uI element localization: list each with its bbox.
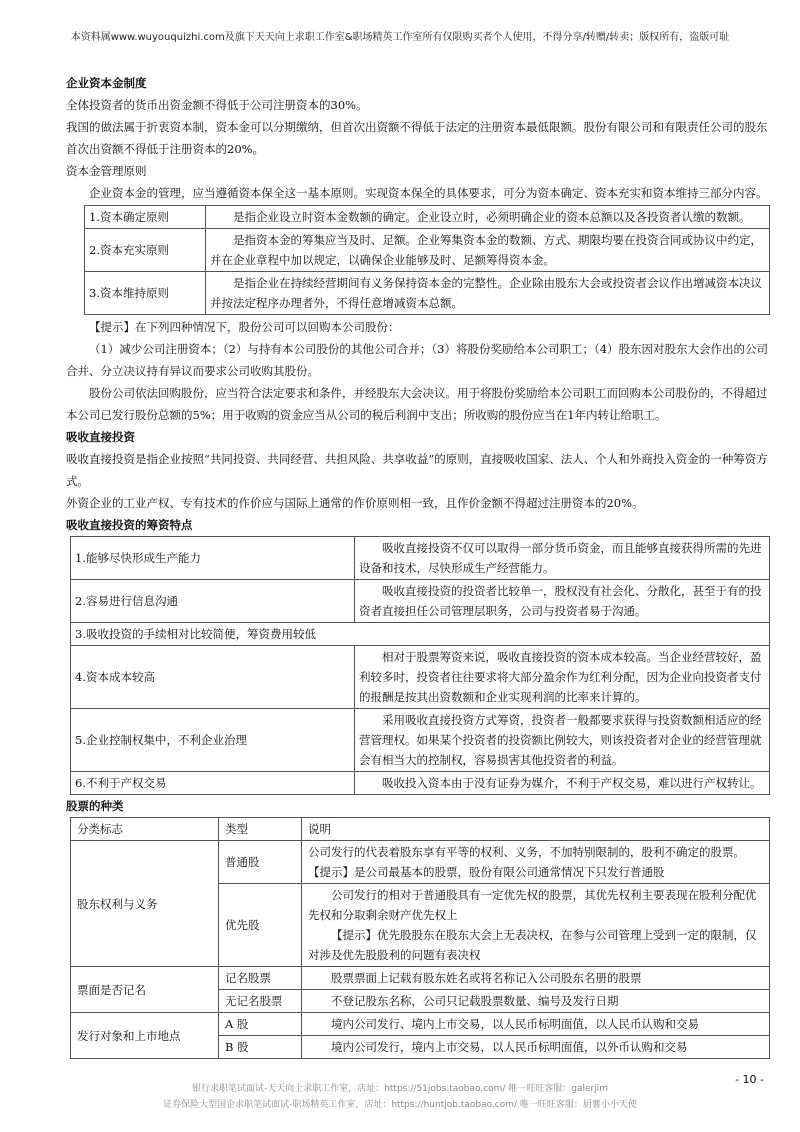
paragraph: 吸收直接投资是指企业按照“共同投资、共同经营、共担风险、共享收益”的原则，直接吸收国家、法人、个人和外商投入资金的一种筹资方式。 [66,452,768,488]
feature-desc: 吸收直接投资不仅可以取得一部分货币资金，而且能够直接获得所需的先进设备和技术，尽快形成生产经营能力。 [355,537,770,580]
principle-desc: 是指企业在持续经营期间有义务保持资本金的完整性。企业除由股东大会或投资者会议作出增减资本决议并按法定程序办理者外，不得任意增减资本总额。 [206,272,770,315]
table-row [71,537,770,580]
document-body [66,72,770,1059]
type-desc: 境内公司发行、境内上市交易，以人民币标明面值，以人民币认购和交易 [302,1013,770,1036]
type-label: 优先股 [219,884,302,967]
paragraph: 外资企业的工业产权、专有技术的作价应与国际上通常的作价原则相一致，且作价金额不得超过注册资本的20%。 [66,496,644,510]
features-table [70,536,770,795]
table-row [85,272,770,315]
type-desc: 境内公司发行，境内上市交易，以人民币标明面值，以外币认购和交易 [302,1036,770,1059]
type-label: 记名股票 [219,967,302,990]
table-row [71,709,770,772]
footer-line: 银行求职笔试面试-天天向上求职工作室，店址：https://51jobs.taobao.com/ 唯一旺旺客服：galerjim [191,1084,609,1094]
section-title-features: 吸收直接投资的筹资特点 [66,518,193,532]
capital-principles-table [84,205,770,315]
header-type: 类型 [219,818,302,841]
type-label: 无记名股票 [219,990,302,1013]
section-title-capital: 企业资本金制度 [66,76,147,90]
principle-name: 3.资本维持原则 [85,272,206,315]
section-title-direct-investment: 吸收直接投资 [66,430,135,444]
type-label: 普通股 [219,841,302,884]
feature-name: 4.资本成本较高 [71,646,355,709]
desc-tip: 【提示】是公司最基本的股票，股份有限公司通常情况下只发行普通股 [308,865,665,879]
feature-desc: 相对于股票筹资来说，吸收直接投资的资本成本较高。当企业经营较好，盈利较多时，投资者往往要求将大部分盈余作为红利分配，因为企业向投资者支付的报酬是按其出资数额和企业实现利润的比率来计算的。 [355,646,770,709]
type-desc: 股票票面上记载有股东姓名或将名称记入公司股东名册的股票 [302,967,770,990]
feature-desc: 采用吸收直接投资方式筹资，投资者一般都要求获得与投资数额相适应的经营管理权。如果某个投资者的投资额比例较大，则该投资者对企业的经营管理就会有相当大的控制权，容易损害其他投资者的利益。 [355,709,770,772]
table-row [71,967,770,990]
paragraph: 股份公司依法回购股份，应当符合法定要求和条件，并经股东大会决议。用于将股份奖励给本公司职工而回购本公司股份的，不得超过本公司已发行股份总额的5%；用于收购的资金应当从公司的税后利润中支出；所收购的股份应当在1年内转让给职工。 [66,386,768,422]
header-desc: 说明 [302,818,770,841]
principle-desc: 是指资本金的筹集应当及时、足额。企业筹集资本金的数额、方式、期限均要在投资合同或协议中约定，并在企业章程中加以规定，以确保企业能够及时、足额筹得资本金。 [206,229,770,272]
header-category: 分类标志 [71,818,219,841]
desc-text: 公司发行的代表着股东享有平等的权利、义务，不加特别限制的，股利不确定的股票。 [308,845,745,859]
feature-name: 1.能够尽快形成生产能力 [71,537,355,580]
principle-desc: 是指企业设立时资本金数额的确定。企业设立时，必须明确企业的资本总额以及各投资者认缴的数额。 [206,206,770,229]
paragraph: 我国的做法属于折衷资本制，资本金可以分期缴纳，但首次出资额不得低于法定的注册资本最低限额。股份有限公司和有限责任公司的股东首次出资额不得低于注册资本的20%。 [66,120,768,156]
feature-name: 3.吸收投资的手续相对比较简便，筹资费用较低 [71,623,770,646]
table-row [71,841,770,884]
table-row [85,229,770,272]
feature-desc: 吸收直接投资的投资者比较单一，股权没有社会化、分散化，甚至于有的投资者直接担任公司管理层职务，公司与投资者易于沟通。 [355,580,770,623]
desc-text: 公司发行的相对于普通股具有一定优先权的股票，其优先权利主要表现在股利分配优先权和分取剩余财产优先权上 [308,888,757,922]
feature-desc: 吸收投入资本由于没有证券为媒介，不利于产权交易，难以进行产权转让。 [355,772,770,795]
feature-name: 6.不利于产权交易 [71,772,355,795]
feature-name: 5.企业控制权集中，不利企业治理 [71,709,355,772]
page-header: 本资料属www.wuyouquizhi.com及旗下天天向上求职工作室&职场精英工作室所有仅限购买者个人使用，不得分享/转赠/转卖；版权所有，盗版可耻 [70,32,730,43]
category-label: 票面是否记名 [71,967,219,1013]
category-label: 股东权利与义务 [71,841,219,967]
feature-name: 2.容易进行信息沟通 [71,580,355,623]
type-desc [302,841,770,884]
page-number: - 10 - [735,1073,764,1086]
tip-items: （1）减少公司注册资本；（2）与持有本公司股份的其他公司合并；（3）将股份奖励给本公司职工；（4）股东因对股东大会作出的公司合并、分立决议持有异议而要求公司收购其股份。 [66,342,769,378]
paragraph: 企业资本金的管理，应当遵循资本保全这一基本原则。实现资本保全的具体要求，可分为资本确定、资本充实和资本维持三部分内容。 [89,186,768,200]
paragraph: 全体投资者的货币出资金额不得低于公司注册资本的30%。 [66,98,368,112]
stock-types-table [70,817,770,1059]
principle-name: 1.资本确定原则 [85,206,206,229]
principle-name: 2.资本充实原则 [85,229,206,272]
table-row [71,772,770,795]
category-label: 发行对象和上市地点 [71,1013,219,1059]
type-label: A 股 [219,1013,302,1036]
desc-tip: 【提示】优先股股东在股东大会上无表决权，在参与公司管理上受到一定的限制，仅对涉及优先股股利的问题有表决权 [308,928,757,962]
paragraph: 资本金管理原则 [66,164,147,178]
table-row [71,1013,770,1036]
table-row [71,580,770,623]
table-row [85,206,770,229]
type-desc: 不登记股东名称，公司只记载股票数量、编号及发行日期 [302,990,770,1013]
tip: 【提示】在下列四种情况下，股份公司可以回购本公司股份： [89,320,400,334]
section-title-stock-types: 股票的种类 [66,799,124,813]
table-header-row [71,818,770,841]
type-desc [302,884,770,967]
footer-line: 证券保险大型国企求职笔试面试-职场精英工作室，店址：https://huntjob.taobao.com/ 唯一旺旺客服：厨薯小小天使 [163,1100,637,1110]
type-label: B 股 [219,1036,302,1059]
table-row [71,646,770,709]
table-row [71,623,770,646]
